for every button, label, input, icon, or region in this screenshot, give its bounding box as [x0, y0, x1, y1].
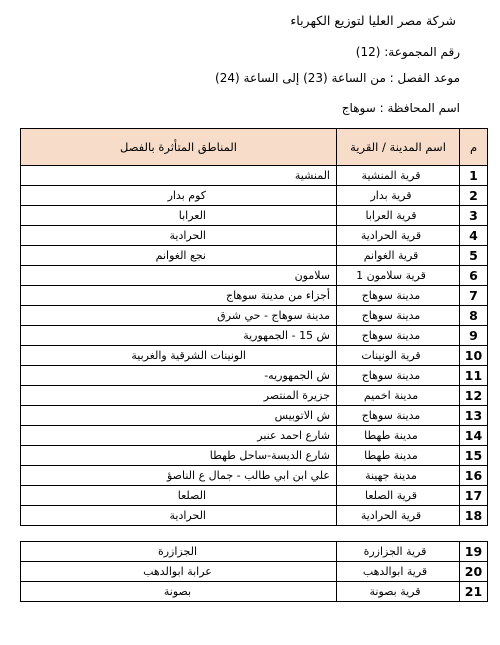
table-row	[21, 206, 488, 226]
row-city: قرية الحرادية	[337, 506, 460, 526]
row-city: قرية ابوالدهب	[337, 562, 460, 582]
table-row	[21, 366, 488, 386]
table-row	[21, 166, 488, 186]
row-city: قرية الحرادية	[337, 226, 460, 246]
company-name: شركة مصر العليا لتوزيع الكهرباء	[290, 13, 456, 28]
row-areas: علي ابن ابي طالب - جمال ع الناصؤ	[21, 466, 337, 486]
row-city: مدينة سوهاج	[337, 306, 460, 326]
row-areas: ش الاتوبيس	[21, 406, 337, 426]
row-areas: شارع الديسة-ساحل طهطا	[21, 446, 337, 466]
row-city: مدينة طهطا	[337, 446, 460, 466]
table-row	[21, 562, 488, 582]
table-row	[21, 506, 488, 526]
row-areas: عرابة ابوالدهب	[21, 562, 337, 582]
row-city: مدينة سوهاج	[337, 366, 460, 386]
table-row	[21, 286, 488, 306]
row-areas: المنشية	[21, 166, 337, 186]
row-areas: مدينة سوهاج - حي شرق	[21, 306, 337, 326]
row-areas: الجزازرة	[21, 542, 337, 562]
table-row	[21, 306, 488, 326]
row-number: 2	[460, 186, 488, 206]
row-number: 14	[460, 426, 488, 446]
row-number: 7	[460, 286, 488, 306]
row-areas: الحرادية	[21, 506, 337, 526]
row-number: 17	[460, 486, 488, 506]
header-areas: المناطق المتأثرة بالفصل	[21, 129, 337, 166]
row-number: 13	[460, 406, 488, 426]
table-row	[21, 246, 488, 266]
row-number: 4	[460, 226, 488, 246]
row-number: 20	[460, 562, 488, 582]
table-header-row	[21, 129, 488, 166]
row-areas: جزيرة المنتصر	[21, 386, 337, 406]
row-areas: شارع احمد عنبر	[21, 426, 337, 446]
row-city: مدينة سوهاج	[337, 406, 460, 426]
row-number: 19	[460, 542, 488, 562]
row-city: قرية الصلعا	[337, 486, 460, 506]
row-areas: الونينات الشرقية والغربية	[21, 346, 337, 366]
table-row	[21, 426, 488, 446]
row-areas: ش الجمهوريه-	[21, 366, 337, 386]
table-row	[21, 582, 488, 602]
row-areas: سلامون	[21, 266, 337, 286]
row-areas: كوم بدار	[21, 186, 337, 206]
outage-table	[20, 128, 488, 526]
row-city: قرية سلامون 1	[337, 266, 460, 286]
table-row	[21, 326, 488, 346]
governorate-name: اسم المحافظة : سوهاج	[341, 101, 460, 115]
row-number: 3	[460, 206, 488, 226]
row-areas: الحرادية	[21, 226, 337, 246]
row-areas: الصلعا	[21, 486, 337, 506]
table-row	[21, 466, 488, 486]
row-city: قرية بدار	[337, 186, 460, 206]
group-number: رقم المجموعة: (12)	[355, 45, 460, 59]
row-number: 11	[460, 366, 488, 386]
row-areas: بصونة	[21, 582, 337, 602]
row-city: قرية الجزازرة	[337, 542, 460, 562]
table-row	[21, 486, 488, 506]
row-areas: نجع الغوانم	[21, 246, 337, 266]
row-city: قرية المنشية	[337, 166, 460, 186]
row-number: 9	[460, 326, 488, 346]
table-row	[21, 346, 488, 366]
row-number: 10	[460, 346, 488, 366]
row-number: 5	[460, 246, 488, 266]
table-row	[21, 386, 488, 406]
row-city: مدينة سوهاج	[337, 286, 460, 306]
row-city: قرية الغوانم	[337, 246, 460, 266]
row-city: قرية العرابا	[337, 206, 460, 226]
row-number: 18	[460, 506, 488, 526]
row-city: مدينة سوهاج	[337, 326, 460, 346]
table-row	[21, 186, 488, 206]
table-row	[21, 542, 488, 562]
row-number: 21	[460, 582, 488, 602]
row-city: قرية الونينات	[337, 346, 460, 366]
row-number: 6	[460, 266, 488, 286]
row-areas: أجزاء من مدينة سوهاج	[21, 286, 337, 306]
header-city: اسم المدينة / القرية	[337, 129, 460, 166]
row-city: مدينة جهينة	[337, 466, 460, 486]
row-areas: العرابا	[21, 206, 337, 226]
row-number: 1	[460, 166, 488, 186]
row-city: قرية بصونة	[337, 582, 460, 602]
row-number: 8	[460, 306, 488, 326]
table-row	[21, 266, 488, 286]
row-number: 15	[460, 446, 488, 466]
row-number: 12	[460, 386, 488, 406]
row-number: 16	[460, 466, 488, 486]
table-row	[21, 446, 488, 466]
cut-time: موعد الفصل : من الساعة (23) إلى الساعة (24)	[215, 71, 460, 85]
row-areas: ش 15 - الجمهورية	[21, 326, 337, 346]
table-row	[21, 226, 488, 246]
row-city: مدينة طهطا	[337, 426, 460, 446]
header-number: م	[460, 129, 488, 166]
outage-table-continued	[20, 541, 488, 602]
table-row	[21, 406, 488, 426]
row-city: مدينة اخميم	[337, 386, 460, 406]
